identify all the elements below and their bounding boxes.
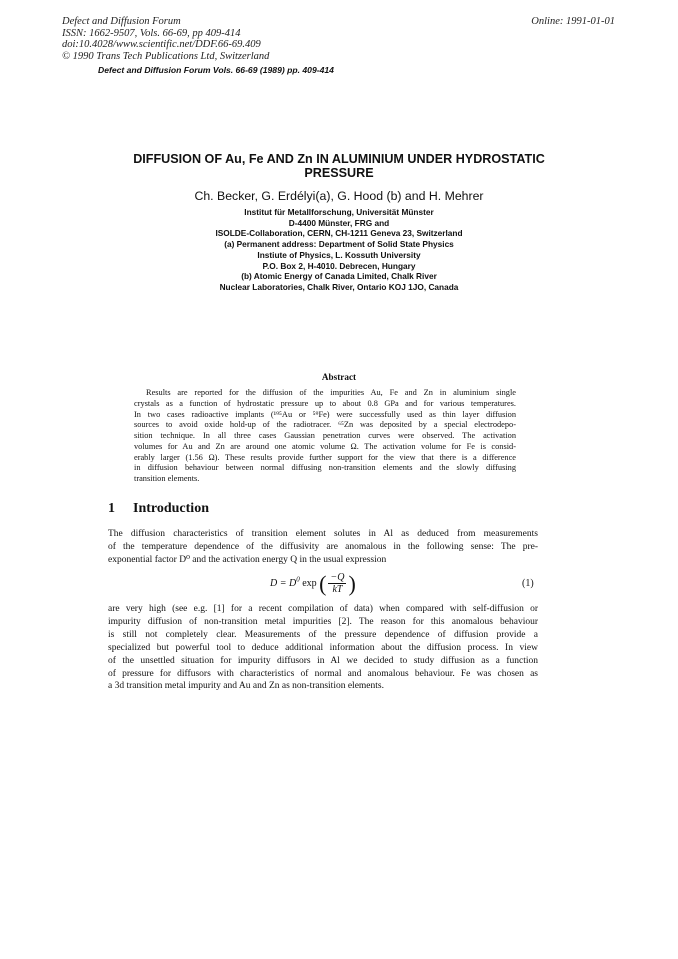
equation: $D = D^0$ exp ( $\frac{-Q}{kT}$ ) [270, 571, 356, 596]
paragraph-line: of pressure for diffusors with characteristics of normal and anomalous behaviour. Fe was chosen as [108, 668, 538, 679]
paragraph-line: is still not completely clear. Measurements of the pressure dependence of diffusion provide a [108, 629, 538, 640]
intro-paragraph [108, 528, 538, 567]
equation-numerator: −Q [330, 572, 345, 583]
affiliation-line: Nuclear Laboratories, Chalk River, Ontario KOJ 1JO, Canada [219, 281, 459, 292]
title-line: PRESSURE [304, 166, 374, 180]
paragraph-line: a 3d transition metal impurity and Au and Zn as non-transition elements. [108, 681, 384, 692]
journal-header [62, 16, 269, 62]
abstract-line: crystals as a function of hydrostatic pressure up to about 0.8 GPa and for various temperatures. [134, 398, 516, 408]
paragraph-line: are very high (see e.g. [1] for a recent compilation of data) when compared with self-diffusion or [108, 604, 538, 614]
paragraph-line: impurity diffusion of non-transition metal impurities [2]. The reason for this anomalous behaviour [108, 616, 538, 627]
equation-denominator: kT [332, 584, 343, 595]
paragraph-line: specialized but powerful tool to deduce additional information about the diffusion process. In view [108, 642, 538, 653]
abstract-line: in diffusion behaviour between normal diffusing non-transition elements and the slowly diffusing [134, 463, 516, 473]
affiliation-line: D-4400 Münster, FRG and [288, 217, 390, 228]
abstract-line: sition technique. In all three cases Gaussian penetration curves were observed. The activation [134, 431, 516, 440]
paragraph-line: exponential factor D⁰ and the activation energy Q in the usual expression [108, 554, 387, 565]
intro-paragraph [108, 603, 538, 693]
abstract-line: volumes for Au and Zn are around one atomic volume Ω. The activation volume for Fe is consid- [134, 441, 516, 451]
affiliation-line: (a) Permanent address: Department of Solid State Physics [224, 239, 454, 250]
authors: Ch. Becker, G. Erdélyi(a), G. Hood (b) and H. Mehrer [194, 189, 484, 203]
section-number: 1 [108, 501, 115, 516]
abstract-line: Results are reported for the diffusion of the impurities Au, Fe and Zn in aluminium single [146, 388, 516, 397]
abstract-heading: Abstract [321, 372, 357, 382]
copyright-line: © 1990 Trans Tech Publications Ltd, Switzerland [62, 50, 270, 62]
abstract-line: In two cases radioactive implants (¹⁹⁵Au or ⁵⁹Fe) were successfully used as thin layer diffusion [134, 409, 516, 419]
doi-link[interactable]: doi:10.4028/www.scientific.net/DDF.66-69.409 [62, 39, 261, 50]
section-title: Introduction [133, 501, 209, 516]
paragraph-line: of the unsettled situation for impurity diffusors in Al we decided to study diffusion as a function [108, 655, 538, 666]
paper-title [0, 152, 678, 180]
affiliation-line: (b) Atomic Energy of Canada Limited, Chalk River [241, 271, 437, 282]
abstract-line: erably larger (1.56 Ω). These results provide further support for the view that there is a difference [134, 452, 516, 462]
affiliations [0, 207, 678, 293]
affiliation-line: Institut für Metallforschung, Universität Münster [244, 207, 434, 217]
title-line: DIFFUSION OF Au, Fe AND Zn IN ALUMINIUM UNDER HYDROSTATIC [133, 152, 545, 166]
paragraph-line: The diffusion characteristics of transition element solutes in Al as deduced from measurements [108, 529, 538, 539]
section-heading [108, 501, 209, 517]
abstract-body [134, 388, 516, 485]
equation-superscript: 0 [296, 575, 300, 584]
equation-lhs: D = D [270, 578, 297, 589]
citation-line: Defect and Diffusion Forum Vols. 66-69 (1989) pp. 409-414 [98, 65, 334, 75]
abstract-line: transition elements. [134, 474, 200, 483]
equation-exp: exp [299, 578, 320, 589]
issn-line: ISSN: 1662-9507, Vols. 66-69, pp 409-414 [62, 27, 241, 39]
abstract-line: sources to avoid oxide hold-up of the radiotracer. ⁶⁵Zn was deposited by a special electrodepo- [134, 420, 516, 430]
journal-name: Defect and Diffusion Forum [62, 16, 181, 27]
affiliation-line: Instiute of Physics, L. Kossuth University [257, 249, 421, 260]
affiliation-line: ISOLDE-Collaboration, CERN, CH-1211 Geneva 23, Switzerland [215, 228, 463, 239]
paragraph-line: of the temperature dependence of the diffusivity are anomalous in the following sense: The pre- [108, 541, 538, 552]
equation-number: (1) [522, 578, 534, 589]
online-date: Online: 1991-01-01 [531, 16, 615, 27]
affiliation-line: P.O. Box 2, H-4010. Debrecen, Hungary [262, 260, 416, 271]
